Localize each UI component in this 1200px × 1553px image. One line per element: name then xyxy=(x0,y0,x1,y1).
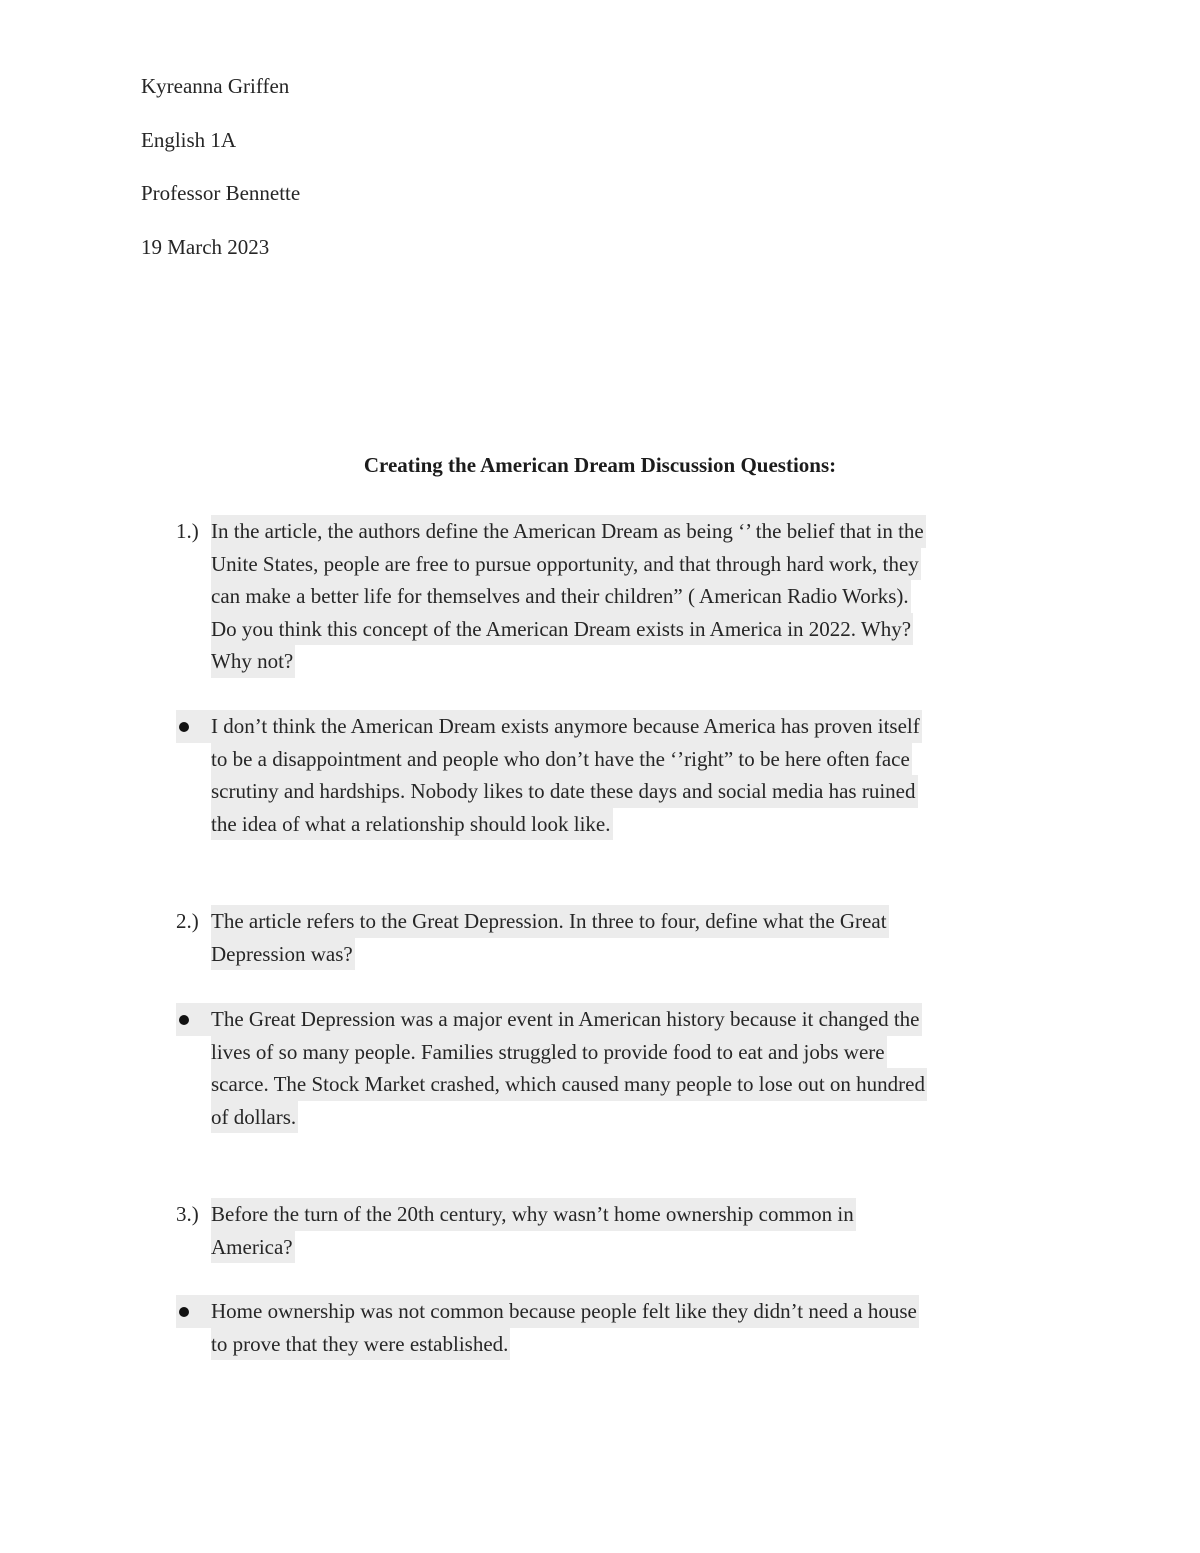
text-line: the idea of what a relationship should look like. xyxy=(211,808,613,841)
question-1 xyxy=(176,515,1056,678)
question-number: 3.) xyxy=(176,1202,199,1226)
text-line: scarce. The Stock Market crashed, which caused many people to lose out on hundred xyxy=(211,1068,927,1101)
text-line: Why not? xyxy=(211,645,295,678)
answer-3 xyxy=(176,1295,1056,1360)
text-line: of dollars. xyxy=(211,1101,298,1134)
professor-name: Professor Bennette xyxy=(141,181,301,205)
bullet-icon xyxy=(176,1003,211,1036)
text-line: scrutiny and hardships. Nobody likes to date these days and social media has ruined xyxy=(211,775,918,808)
answer-1 xyxy=(176,710,1056,840)
text-line: to be a disappointment and people who don’t have the ‘’right” to be here often face xyxy=(211,743,912,776)
text-line: The article refers to the Great Depression. In three to four, define what the Great xyxy=(211,905,889,938)
bullet-icon xyxy=(176,1295,211,1328)
text-line: America? xyxy=(211,1231,295,1264)
text-line: to prove that they were established. xyxy=(211,1328,510,1361)
document-title: Creating the American Dream Discussion Questions: xyxy=(363,453,837,477)
question-number: 1.) xyxy=(176,519,199,543)
text-line: Unite States, people are free to pursue opportunity, and that through hard work, they xyxy=(211,548,921,581)
text-line: The Great Depression was a major event in American history because it changed the xyxy=(211,1003,922,1036)
question-text xyxy=(211,1198,1056,1263)
author-name: Kyreanna Griffen xyxy=(141,74,290,98)
text-line: can make a better life for themselves and their children” ( American Radio Works). xyxy=(211,580,911,613)
question-3 xyxy=(176,1198,1056,1263)
question-number: 2.) xyxy=(176,909,199,933)
text-line: Before the turn of the 20th century, why wasn’t home ownership common in xyxy=(211,1198,856,1231)
text-line: Do you think this concept of the American Dream exists in America in 2022. Why? xyxy=(211,613,913,646)
text-line: In the article, the authors define the American Dream as being ‘’ the belief that in the xyxy=(211,515,926,548)
answer-2 xyxy=(176,1003,1056,1133)
text-line: I don’t think the American Dream exists anymore because America has proven itself xyxy=(211,710,922,743)
answer-text xyxy=(211,710,1056,840)
text-line: Home ownership was not common because people felt like they didn’t need a house xyxy=(211,1295,919,1328)
question-text xyxy=(211,515,1056,678)
answer-text xyxy=(211,1003,1056,1133)
text-line: lives of so many people. Families struggled to provide food to eat and jobs were xyxy=(211,1036,887,1069)
document-date: 19 March 2023 xyxy=(141,235,270,259)
answer-text xyxy=(211,1295,1056,1360)
question-2 xyxy=(176,905,1056,970)
course-name: English 1A xyxy=(141,128,237,152)
text-line: Depression was? xyxy=(211,938,355,971)
question-text xyxy=(211,905,1056,970)
bullet-icon xyxy=(176,710,211,743)
